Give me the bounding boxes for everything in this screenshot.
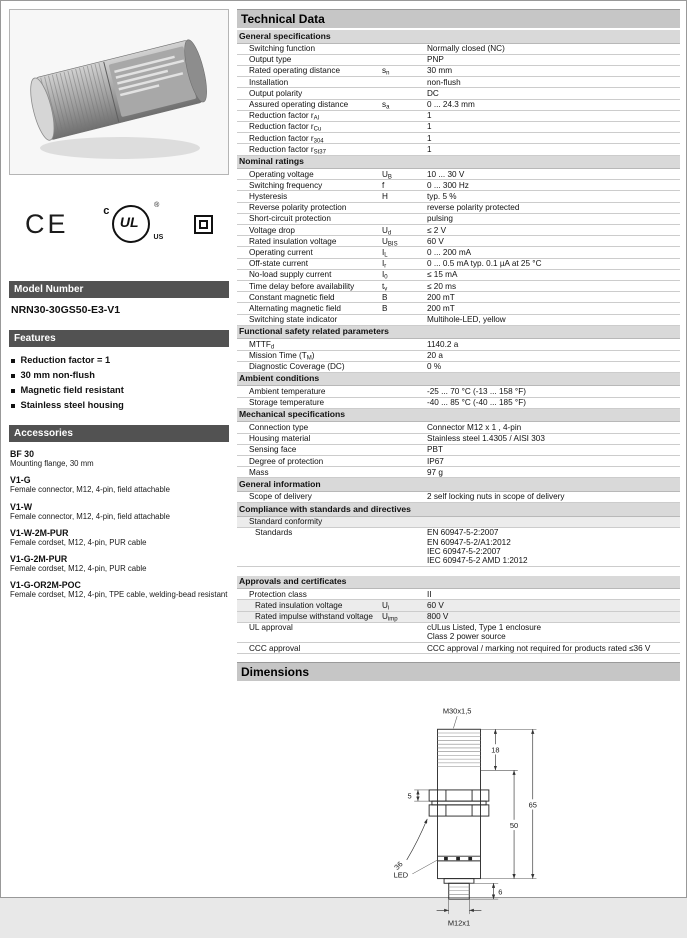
spec-label: Operating voltage bbox=[249, 169, 314, 179]
spec-label: $MTTF_d$ bbox=[249, 339, 275, 351]
dim-label-m12: M12x1 bbox=[447, 918, 470, 928]
class-ii-icon bbox=[194, 215, 213, 234]
spec-symbol: $I_0$ bbox=[382, 270, 388, 281]
spec-symbol: $U_d$ bbox=[382, 225, 392, 237]
spec-value: ≤ 15 mA bbox=[427, 270, 458, 280]
spec-label: Storage temperature bbox=[249, 398, 325, 408]
spec-row bbox=[237, 467, 680, 478]
accessory-name: V1-G bbox=[10, 475, 31, 486]
certification-marks bbox=[9, 201, 229, 247]
tech-table bbox=[237, 30, 680, 654]
spec-row bbox=[237, 203, 680, 214]
spec-value: 200 mT bbox=[427, 303, 455, 313]
spec-label: Installation bbox=[249, 77, 289, 87]
spec-row bbox=[237, 191, 680, 202]
spec-label: Switching function bbox=[249, 44, 315, 53]
spec-label: Sensing face bbox=[249, 445, 297, 455]
feature-label: 30 mm non-flush bbox=[20, 370, 95, 380]
spec-row bbox=[237, 517, 680, 528]
accessory-item bbox=[10, 475, 229, 494]
spec-symbol: $U_B$ bbox=[382, 169, 392, 181]
accessory-name: V1-G-2M-PUR bbox=[10, 554, 68, 565]
right-column bbox=[237, 9, 680, 938]
spec-row bbox=[237, 66, 680, 77]
spec-label: No-load supply current bbox=[249, 270, 332, 280]
spec-label: Reduction factor $r_{Cu}$ bbox=[249, 122, 322, 133]
spec-value: non-flush bbox=[427, 77, 461, 87]
spec-value: 20 a bbox=[427, 351, 443, 361]
spec-symbol: B bbox=[382, 292, 388, 302]
spec-label: Reverse polarity protection bbox=[249, 203, 347, 213]
accessory-item bbox=[10, 580, 229, 599]
spec-row bbox=[237, 225, 680, 236]
spec-label: Standards bbox=[255, 528, 293, 538]
spec-label: Degree of protection bbox=[249, 456, 324, 466]
spec-value: IP67 bbox=[427, 456, 444, 466]
spec-row bbox=[237, 133, 680, 144]
spec-symbol: $U_i$ bbox=[382, 600, 390, 612]
spec-value: 30 mm bbox=[427, 66, 453, 76]
section-header: General specifications bbox=[237, 30, 680, 44]
spec-value: 1 bbox=[427, 122, 432, 132]
spec-value: 0 ... 300 Hz bbox=[427, 180, 469, 190]
left-column bbox=[9, 9, 229, 600]
feature-item bbox=[11, 398, 229, 413]
spec-row bbox=[237, 270, 680, 281]
spec-label: Protection class bbox=[249, 589, 307, 599]
spec-value: pulsing bbox=[427, 214, 453, 224]
section-header: Approvals and certificates bbox=[237, 576, 680, 590]
spec-value: 0 ... 24.3 mm bbox=[427, 100, 475, 110]
spec-label: Short-circuit protection bbox=[249, 214, 331, 224]
spec-value: 60 V bbox=[427, 600, 444, 610]
spec-row bbox=[237, 180, 680, 191]
spec-value: 10 ... 30 V bbox=[427, 169, 465, 179]
spec-row bbox=[237, 247, 680, 258]
spec-value: 200 mT bbox=[427, 292, 455, 302]
spec-value: 60 V bbox=[427, 236, 444, 246]
section-header: General information bbox=[237, 478, 680, 492]
dim-label-65: 65 bbox=[528, 801, 537, 811]
spec-row bbox=[237, 434, 680, 445]
model-number: NRN30-30GS50-E3-V1 bbox=[11, 304, 121, 316]
spec-row bbox=[237, 623, 680, 643]
spec-symbol: $I_r$ bbox=[382, 259, 387, 270]
ul-mark-icon bbox=[103, 202, 164, 243]
spec-value: 2 self locking nuts in scope of delivery bbox=[427, 492, 565, 502]
spec-row bbox=[237, 528, 680, 567]
spec-label: Ambient temperature bbox=[249, 386, 326, 396]
spec-row bbox=[237, 292, 680, 303]
sensor-outline bbox=[429, 730, 489, 900]
ul-circle bbox=[112, 205, 150, 243]
dim-label-6: 6 bbox=[497, 887, 502, 897]
spec-row bbox=[237, 362, 680, 373]
spec-row bbox=[237, 169, 680, 180]
led-label: LED bbox=[393, 871, 408, 881]
registered-symbol: ® bbox=[154, 202, 160, 209]
spec-symbol: f bbox=[382, 180, 385, 190]
class-ii-inner-square bbox=[199, 220, 208, 229]
spec-value: -40 ... 85 °C (-40 ... 185 °F) bbox=[427, 398, 526, 408]
spec-symbol: $U_{imp}$ bbox=[382, 612, 398, 623]
spec-label: Reduction factor $r_{304}$ bbox=[249, 133, 324, 145]
spec-value: 0 % bbox=[427, 362, 442, 372]
section-header: Ambient conditions bbox=[237, 373, 680, 387]
spec-label: Off-state current bbox=[249, 259, 309, 269]
led-windows bbox=[444, 857, 472, 860]
spec-label: Rated operating distance bbox=[249, 66, 341, 76]
spec-value: 0 ... 0.5 mA typ. 0.1 µA at 25 °C bbox=[427, 259, 542, 269]
dimensions-header: Dimensions bbox=[237, 662, 680, 681]
feature-label: Reduction factor = 1 bbox=[20, 355, 111, 365]
spec-row bbox=[237, 303, 680, 314]
spec-value: cULus Listed, Type 1 enclosure Class 2 power source bbox=[427, 623, 542, 642]
spec-row bbox=[237, 612, 680, 623]
spec-label: Mission Time $(T_M)$ bbox=[249, 351, 315, 362]
extension-lines bbox=[412, 717, 536, 915]
spec-label: Reduction factor $r_{St37}$ bbox=[249, 144, 326, 156]
accessory-item bbox=[10, 449, 229, 468]
spec-row bbox=[237, 445, 680, 456]
technical-data-header: Technical Data bbox=[237, 9, 680, 28]
accessories-list bbox=[10, 449, 229, 600]
spec-row bbox=[237, 600, 680, 611]
ul-label: UL bbox=[119, 214, 139, 230]
spec-row bbox=[237, 589, 680, 600]
spec-row bbox=[237, 259, 680, 270]
spec-value: II bbox=[427, 589, 432, 599]
spec-label: Output polarity bbox=[249, 88, 303, 98]
accessory-name: BF 30 bbox=[10, 449, 34, 459]
accessory-name: V1-W bbox=[10, 501, 32, 512]
spec-label: Rated insulation voltage bbox=[255, 600, 343, 610]
feature-label: Magnetic field resistant bbox=[20, 385, 124, 395]
spec-row bbox=[237, 144, 680, 155]
spec-value: DC bbox=[427, 88, 439, 98]
spec-symbol: B bbox=[382, 303, 388, 313]
accessories-header: Accessories bbox=[9, 425, 229, 442]
spec-value: ≤ 20 ms bbox=[427, 281, 457, 291]
spec-label: Scope of delivery bbox=[249, 492, 312, 502]
spec-label: Operating current bbox=[249, 247, 313, 257]
spec-label: Hysteresis bbox=[249, 191, 288, 201]
spec-symbol: $s_n$ bbox=[382, 66, 390, 77]
spec-row bbox=[237, 398, 680, 409]
spec-label: Connection type bbox=[249, 422, 309, 432]
spec-value: 0 ... 200 mA bbox=[427, 247, 472, 257]
accessory-description: Mounting flange, 30 mm bbox=[10, 459, 94, 468]
spec-row bbox=[237, 422, 680, 433]
spec-label: Time delay before availability bbox=[249, 281, 355, 291]
spec-value: 1 bbox=[427, 111, 432, 121]
spec-label: Rated insulation voltage bbox=[249, 236, 337, 246]
spec-value: 1140.2 a bbox=[427, 339, 459, 349]
spec-label: Constant magnetic field bbox=[249, 292, 335, 302]
spec-row bbox=[237, 456, 680, 467]
spec-label: Mass bbox=[249, 467, 269, 477]
bullet-icon bbox=[11, 389, 15, 393]
ul-us-label: US bbox=[153, 234, 164, 241]
spec-label: Assured operating distance bbox=[249, 100, 349, 110]
spec-row bbox=[237, 281, 680, 292]
spec-value: CCC approval / marking not required for products rated ≤36 V bbox=[427, 643, 651, 653]
spec-label: Diagnostic Coverage (DC) bbox=[249, 362, 345, 372]
feature-item bbox=[11, 383, 229, 398]
spec-label: UL approval bbox=[249, 623, 293, 633]
spec-label: Standard conformity bbox=[249, 517, 323, 527]
feature-item bbox=[11, 368, 229, 383]
spec-row bbox=[237, 315, 680, 326]
sensor-illustration bbox=[10, 10, 228, 172]
spec-row bbox=[237, 122, 680, 133]
spec-value: 1 bbox=[427, 144, 432, 154]
dim-label-36: 36 bbox=[391, 859, 405, 873]
spec-value: ≤ 2 V bbox=[427, 225, 447, 235]
spec-value: -25 ... 70 °C (-13 ... 158 °F) bbox=[427, 386, 526, 396]
spec-symbol: $t_v$ bbox=[382, 281, 388, 293]
spec-label: Switching state indicator bbox=[249, 315, 338, 325]
features-header: Features bbox=[9, 330, 229, 347]
spec-value: 800 V bbox=[427, 612, 449, 622]
accessory-description: Female connector, M12, 4-pin, field attachable bbox=[10, 485, 170, 495]
spec-value: 1 bbox=[427, 133, 432, 143]
accessory-name: V1-W-2M-PUR bbox=[10, 527, 69, 538]
accessory-description: Female cordset, M12, 4-pin, PUR cable bbox=[10, 564, 147, 574]
accessory-item bbox=[10, 528, 229, 547]
spec-label: Voltage drop bbox=[249, 225, 295, 235]
bullet-icon bbox=[11, 359, 15, 363]
ul-c-label: c bbox=[103, 205, 110, 217]
accessory-description: Female cordset, M12, 4-pin, PUR cable bbox=[10, 537, 147, 547]
dimension-svg bbox=[347, 701, 571, 933]
spec-value: PNP bbox=[427, 55, 444, 65]
accessory-description: Female cordset, M12, 4-pin, TPE cable, welding-bead resistant bbox=[10, 590, 228, 600]
feature-label: Stainless steel housing bbox=[20, 400, 124, 410]
spec-value: reverse polarity protected bbox=[427, 203, 520, 213]
section-spacer bbox=[237, 567, 680, 576]
spec-label: Output type bbox=[249, 55, 292, 65]
spec-row bbox=[237, 44, 680, 55]
dim-label-18: 18 bbox=[490, 745, 500, 755]
spec-row bbox=[237, 77, 680, 88]
spec-row bbox=[237, 643, 680, 654]
spec-row bbox=[237, 339, 680, 350]
spec-value: PBT bbox=[427, 445, 443, 455]
spec-value: Normally closed (NC) bbox=[427, 44, 505, 53]
spec-label: Switching frequency bbox=[249, 180, 323, 190]
dimension-drawing bbox=[237, 701, 680, 938]
spec-row bbox=[237, 214, 680, 225]
accessory-item bbox=[10, 554, 229, 573]
section-header: Mechanical specifications bbox=[237, 409, 680, 423]
accessory-item bbox=[10, 502, 229, 521]
spec-symbol: $s_a$ bbox=[382, 100, 390, 111]
bullet-icon bbox=[11, 404, 15, 408]
spec-row bbox=[237, 100, 680, 111]
spec-row bbox=[237, 88, 680, 99]
thread-hatching bbox=[437, 733, 480, 894]
feature-item bbox=[11, 353, 229, 368]
spec-row bbox=[237, 236, 680, 247]
spec-value: Connector M12 x 1 , 4-pin bbox=[427, 422, 522, 432]
spec-label: Reduction factor $r_{Al}$ bbox=[249, 111, 319, 122]
product-photo bbox=[9, 9, 229, 175]
spec-symbol: $U_{BIS}$ bbox=[382, 236, 398, 248]
bullet-icon bbox=[11, 374, 15, 378]
accessory-name: V1-G-OR2M-POC bbox=[10, 580, 81, 591]
spec-value: Stainless steel 1.4305 / AISI 303 bbox=[427, 434, 545, 444]
dim-label-m30: M30x1,5 bbox=[442, 706, 471, 716]
section-header: Nominal ratings bbox=[237, 156, 680, 170]
spec-row bbox=[237, 351, 680, 362]
section-header: Functional safety related parameters bbox=[237, 326, 680, 340]
spec-label: Alternating magnetic field bbox=[249, 303, 341, 313]
accessory-description: Female connector, M12, 4-pin, field attachable bbox=[10, 511, 170, 521]
spec-value: typ. 5 % bbox=[427, 191, 457, 201]
spec-value: 97 g bbox=[427, 467, 443, 477]
model-number-header: Model Number bbox=[9, 281, 229, 298]
ce-mark-icon: CE bbox=[25, 208, 69, 239]
spec-label: CCC approval bbox=[249, 643, 301, 653]
spec-value: EN 60947-5-2:2007 EN 60947-5-2/A1:2012 IEC 60947-5-2:2007 IEC 60947-5-2 AMD 1:2012 bbox=[427, 528, 528, 565]
spec-symbol: H bbox=[382, 191, 388, 201]
spec-row bbox=[237, 55, 680, 66]
spec-label: Rated impulse withstand voltage bbox=[255, 612, 373, 622]
dim-label-5: 5 bbox=[406, 791, 412, 801]
section-header: Compliance with standards and directives bbox=[237, 503, 680, 517]
spec-row bbox=[237, 386, 680, 397]
features-list bbox=[11, 353, 229, 413]
spec-symbol: $I_L$ bbox=[382, 247, 388, 259]
dim-label-50: 50 bbox=[509, 821, 518, 831]
spec-row bbox=[237, 492, 680, 503]
spec-row bbox=[237, 111, 680, 122]
spec-value: Multihole-LED, yellow bbox=[427, 315, 506, 325]
spec-label: Housing material bbox=[249, 434, 311, 444]
